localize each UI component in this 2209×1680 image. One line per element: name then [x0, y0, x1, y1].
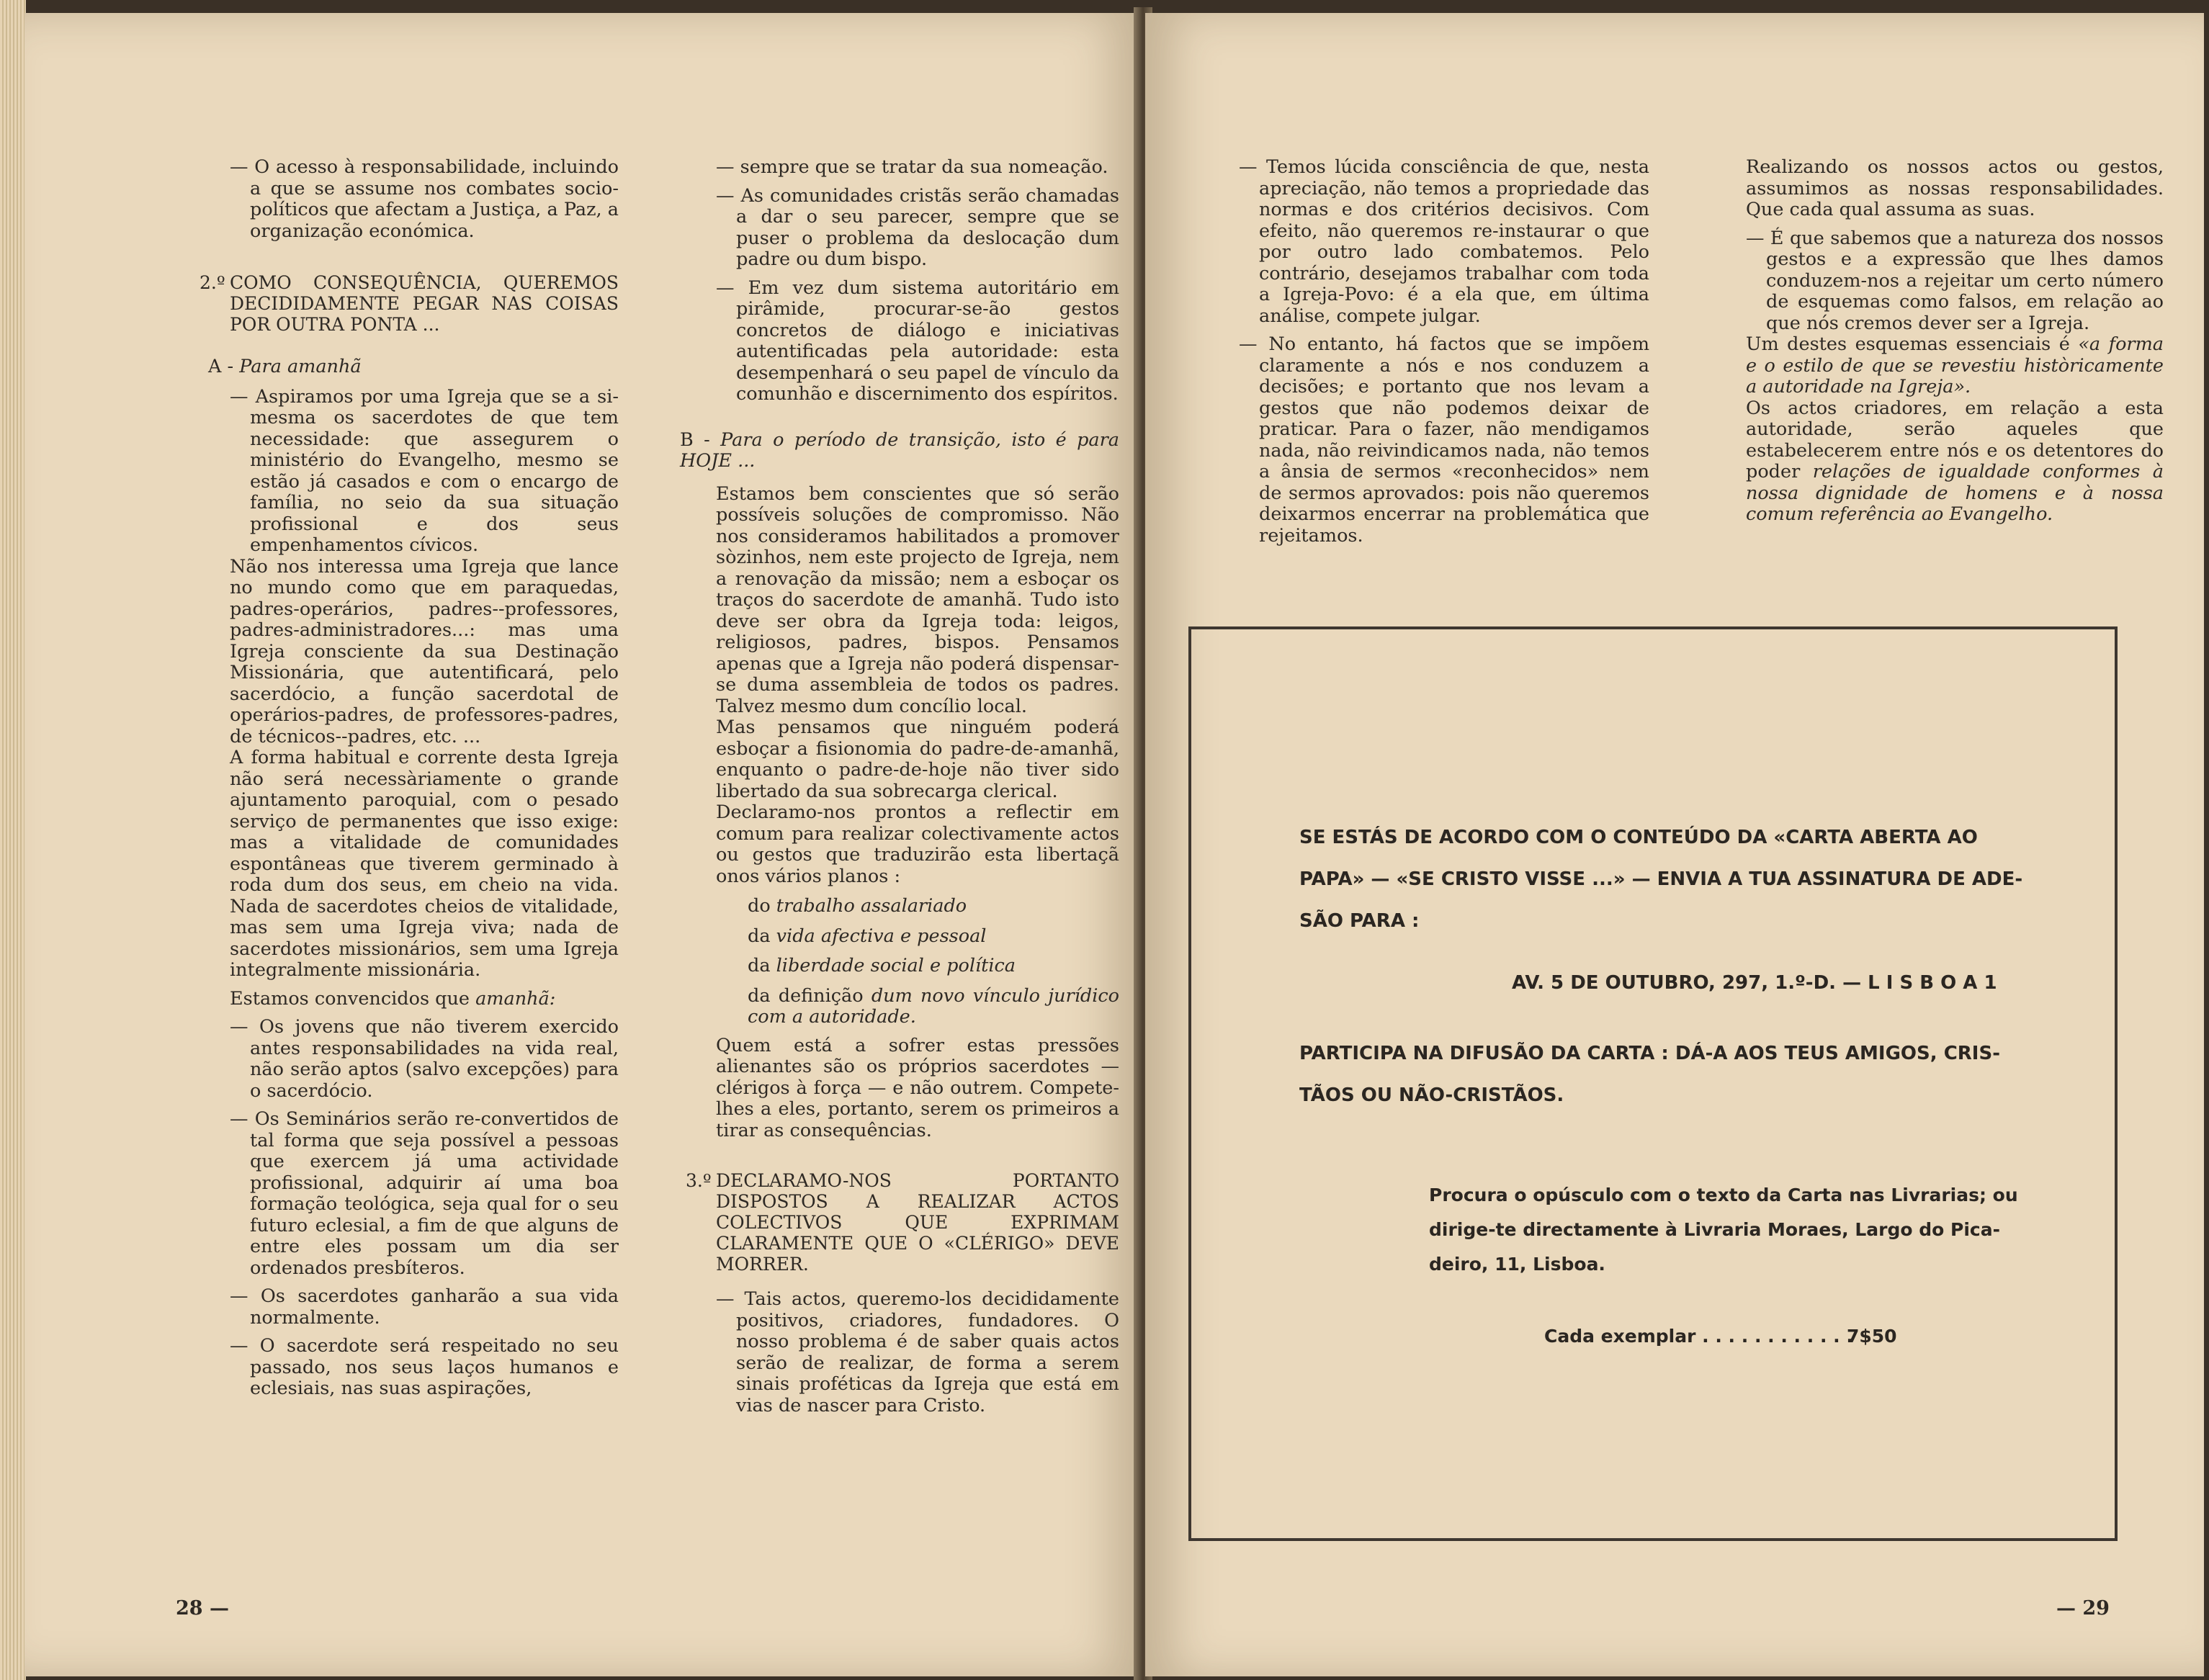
paragraph-emphasis: relações de igualdade conformes à nossa dignidade de homens e à nossa comum referência ao Evangelho. [1746, 461, 2164, 525]
subsection-b-heading [680, 430, 1119, 472]
paragraph: Quem está a sofrer estas pressões alienantes são os próprios sacerdotes — clérigos à força — e não outrem. Compete-lhes a eles, portanto, serem os primeiros a tirar as consequências. [716, 1034, 1119, 1141]
list-item-prefix: do [748, 895, 776, 917]
paragraph: — É que sabemos que a natureza dos nossos gestos e a expressão que lhes damos conduzem-nos a rejeitar um certo número de esquemas como falsos, em relação ao que nós cremos dever ser a Igreja. [1746, 227, 2164, 334]
list-item: — Em vez dum sistema autoritário em pirâmide, procurar-se-ão gestos concretos de diálogo e iniciativas autentificadas pela autoridade: esta desempenhará o seu papel de vínculo da comunhão e discernimento dos espíritos. [716, 277, 1119, 405]
right-column-2 [1746, 157, 2164, 526]
list-item [716, 926, 1119, 948]
page-number-right: — 29 [2056, 1597, 2110, 1620]
paragraph: Realizando os nossos actos ou gestos, assumimos as nossas responsabilidades. Que cada qual assuma as suas. [1746, 156, 2164, 220]
paragraph: — Temos lúcida consciência de que, nesta apreciação, não temos a propriedade das normas e dos critérios decisivos. Com efeito, não queremos re-instaurar o que por outro lado combatemos. Pelo contrário, desejamos trabalhar com toda a Igreja-Povo: é a ela que, em última análise, compete julgar. [1239, 156, 1649, 327]
paragraph-text: Os actos criadores, em relação a esta autoridade, serão aqueles que estabelecerem entre nós e os detentores do poder [1746, 397, 2164, 482]
list-item [716, 986, 1119, 1028]
paragraph [1746, 398, 2164, 526]
section-3-title: DECLARAMO-NOS PORTANTO DISPOSTOS A REALIZAR ACTOS COLECTIVOS QUE EXPRIMAM CLARAMENTE QUE O «CLÉRIGO» DEVE MORRER. [716, 1170, 1119, 1275]
page-edges [0, 0, 26, 1680]
price-value: 7$50 [1847, 1326, 1897, 1347]
paragraph-emphasis: amanhã: [475, 987, 556, 1010]
subsection-a-title: Para amanhã [239, 356, 362, 377]
list-item-prefix: da definição [748, 984, 871, 1007]
paragraph [230, 989, 619, 1010]
paragraph: — Tais actos, queremo-los decididamente positivos, criadores, fundadores. O nosso problema é de saber quais actos serão de realizar, de forma a serem sinais proféticas da Igreja que está em vias de nascer para Cristo. [716, 1288, 1119, 1416]
paragraph: — No entanto, há factos que se impõem claramente a nós e nos conduzem a decisões; e portanto que nos levam a gestos que não podemos deixar de praticar. Para o fazer, não mendigamos nada, não reivindicamos nada, não temos a ânsia de sermos «reconhecidos» nem de sermos aprovados: pois não queremos deixarmos encerrar na problemática que rejeitamos. [1239, 333, 1649, 547]
right-column-1 [1239, 157, 1649, 547]
subsection-a-prefix: A - [208, 356, 240, 377]
paragraph: — sempre que se tratar da sua nomeação. [716, 156, 1108, 178]
paragraph: — Aspiramos por uma Igreja que se a si-mesma os sacerdotes de que tem necessidade: que assegurem o ministério do Evangelho, mesmo se estão já casados e com o encargo de família, no seio da sua situação profissional e dos seus empenhamentos cívicos. [230, 385, 619, 556]
list-item: — Os sacerdotes ganharão a sua vida normalmente. [230, 1285, 619, 1329]
list-item: — As comunidades cristãs serão chamadas a dar o seu parecer, sempre que se puser o problema da deslocação dum padre ou dum bispo. [716, 184, 1119, 270]
list-item [716, 896, 1119, 917]
list-item-emphasis: vida afectiva e pessoal [776, 925, 987, 947]
section-3-number: 3.º [686, 1170, 712, 1191]
bookshop-info: dirige-te directamente à Livraria Moraes, Largo do Pica- [1429, 1219, 2000, 1240]
left-column-1 [200, 156, 619, 1400]
list-item-emphasis: liberdade social e política [776, 955, 1016, 976]
list-item [716, 956, 1119, 977]
list-item-emphasis: trabalho assalariado [776, 895, 967, 917]
paragraph: Estamos bem conscientes que só serão possíveis soluções de compromisso. Não nos consideramos habilitados a promover sòzinhos, nem este projecto de Igreja, nem a renovação da missão; nem a esboçar os traços do sacerdote de amanhã. Tudo isto deve ser obra da Igreja toda: leigos, religiosos, padres, bispos. Pensamos apenas que a Igreja não poderá dispensar-se duma assembleia de todos os padres. Talvez mesmo dum concílio local. [716, 482, 1119, 717]
paragraph-text: Um destes esquemas essenciais é [1746, 333, 2079, 355]
subsection-b-prefix: B - [680, 428, 721, 451]
paragraph [1746, 334, 2164, 398]
paragraph: Mas pensamos que ninguém poderá esboçar a fisionomia do padre-de-amanhã, enquanto o padre-de-hoje não tiver sido libertado da sua sobrecarga clerical. [716, 717, 1119, 802]
paragraph-text: Estamos convencidos que [230, 987, 476, 1010]
paragraph: A forma habitual e corrente desta Igreja não será necessàriamente o grande ajuntamento paroquial, com o pesado serviço de permanentes que isso exige: mas a vitalidade de comunidades espontâneas que tiverem germinado à roda dum dos seus, em cheio na vida. Nada de sacerdotes cheios de vitalidade, mas sem uma Igreja viva; nada de sacerdotes missionários, sem uma Igreja integralmente missionária. [230, 747, 619, 981]
left-column-2 [680, 156, 1119, 1416]
list-item: — Os jovens que não tiverem exercido antes responsabilidades na vida real, não serão aptos (salvo excepções) para o sacerdócio. [230, 1016, 619, 1102]
intro-paragraph: — O acesso à responsabilidade, incluindo a que se assume nos combates socio-políticos que afectam a Justiça, a Paz, a organização económica. [230, 156, 619, 242]
section-2-title: COMO CONSEQUÊNCIA, QUEREMOS DECIDIDAMENTE PEGAR NAS COISAS POR OUTRA PONTA ... [230, 272, 619, 335]
section-3-heading [686, 1170, 1119, 1275]
notice-line: PARTICIPA NA DIFUSÃO DA CARTA : DÁ-A AOS TEUS AMIGOS, CRIS- [1299, 1043, 2000, 1064]
bookshop-info: Procura o opúsculo com o texto da Carta nas Livrarias; ou [1429, 1185, 2018, 1205]
notice-line: SE ESTÁS DE ACORDO COM O CONTEÚDO DA «CARTA ABERTA AO [1299, 827, 1978, 848]
list-item-emphasis: dum novo vínculo jurídico com a autoridade. [748, 984, 1119, 1028]
notice-line: PAPA» — «SE CRISTO VISSE ...» — ENVIA A TUA ASSINATURA DE ADE- [1299, 868, 2023, 890]
paragraph: Declaramo-nos prontos a reflectir em comum para realizar colectivamente actos ou gestos que traduzirão esta libertaçã onos vários planos : [716, 801, 1119, 887]
subscription-notice-box [1188, 626, 2118, 1541]
notice-line: TÃOS OU NÃO-CRISTÃOS. [1299, 1084, 1564, 1106]
page-number-left: 28 — [176, 1597, 229, 1620]
bookshop-info: deiro, 11, Lisboa. [1429, 1254, 1605, 1275]
list-item-prefix: da [748, 925, 776, 947]
section-2-heading [200, 272, 619, 335]
list-item: — O sacerdote será respeitado no seu passado, nos seus laços humanos e eclesiais, nas suas aspirações, [230, 1335, 619, 1399]
list-item: — Os Seminários serão re-convertidos de tal forma que seja possível a pessoas que exercem já uma actividade profissional, adquirir aí uma boa formação teológica, seja qual for o seu futuro eclesial, a fim de que alguns de entre eles possam um dia ser ordenados presbíteros. [230, 1108, 619, 1279]
subsection-b-title: Para o período de transição, isto é para HOJE ... [680, 428, 1119, 472]
notice-line: SÃO PARA : [1299, 910, 1420, 932]
paragraph: Não nos interessa uma Igreja que lance no mundo como que em paraquedas, padres-operários, padres--professores, padres-administradores...: mas uma Igreja consciente da sua Destinação Missionária, que autentificará, pelo sacerdócio, a função sacerdotal de operários-padres, de professores-padres, de técnicos--padres, etc. ... [230, 555, 619, 747]
left-page [24, 13, 1139, 1676]
price-label: Cada exemplar . . . . . . . . . . . . [1544, 1326, 1853, 1347]
postal-address: AV. 5 DE OUTUBRO, 297, 1.º-D. — L I S B O A 1 [1512, 972, 1997, 994]
section-2-number: 2.º [200, 272, 225, 293]
paragraph-emphasis: «a forma e o estilo de que se revestiu històricamente a autoridade na Igreja». [1746, 333, 2164, 397]
subsection-a-heading [208, 356, 619, 378]
list-item-prefix: da [748, 955, 776, 976]
